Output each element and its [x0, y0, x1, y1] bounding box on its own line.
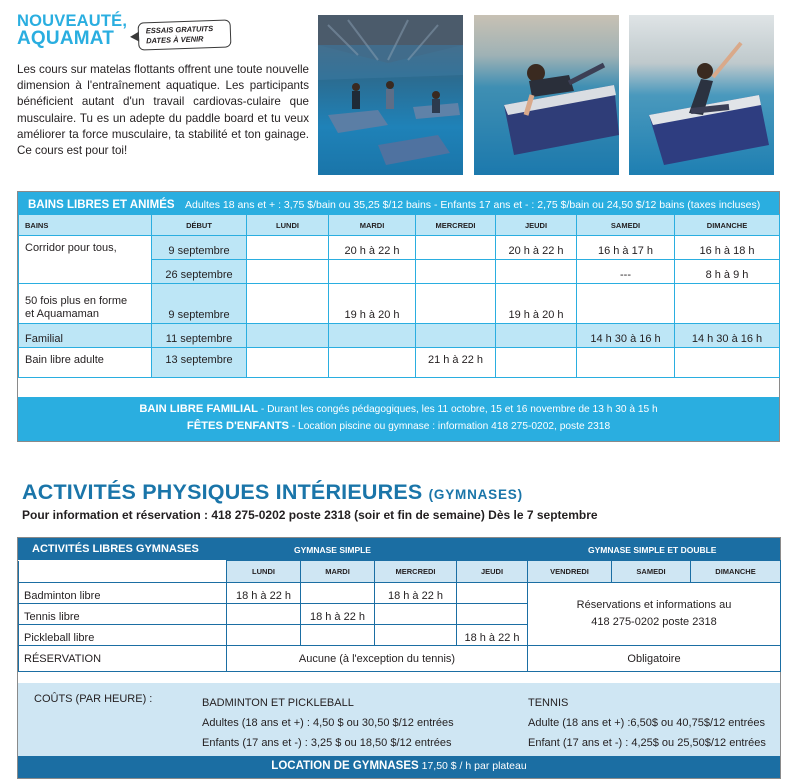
- gym-row-name: Tennis libre: [19, 604, 227, 625]
- gym-costs-tennis: [528, 693, 766, 753]
- gym-cell: [301, 583, 375, 604]
- gym-cell: [301, 625, 375, 646]
- promo-title: [17, 12, 127, 48]
- pool-cell: [329, 260, 416, 284]
- gym-title-sub: (GYMNASES): [428, 487, 523, 502]
- gym-row-name: Badminton libre: [19, 583, 227, 604]
- pool-cell: [675, 284, 780, 324]
- pool-schedule: [17, 191, 780, 442]
- gym-weekend-note: [528, 583, 781, 646]
- pool-cell: [247, 236, 329, 260]
- table-row: [19, 284, 780, 324]
- pool-table: [18, 214, 780, 378]
- gym-col-lundi: LUNDI: [227, 561, 301, 583]
- promo-badge: [138, 19, 232, 50]
- aquamat-photo-side-plank: [629, 15, 774, 175]
- gym-col-mercredi: MERCREDI: [375, 561, 457, 583]
- gym-costs-label: COÛTS (PAR HEURE) :: [34, 693, 153, 705]
- pool-footer-line2: [18, 418, 779, 435]
- pool-col-mercredi: MERCREDI: [416, 215, 496, 236]
- gym-weekend-note-line1: Réservations et informations au: [576, 599, 732, 611]
- gym-cell: [227, 604, 301, 625]
- pool-cell: [247, 324, 329, 348]
- gym-costs-tennis-child: Enfant (17 ans et -) : 4,25$ ou 25,50$/12 entrées: [528, 737, 766, 749]
- pool-col-dimanche: DIMANCHE: [675, 215, 780, 236]
- table-row: [19, 646, 781, 672]
- gym-col-samedi: SAMEDI: [612, 561, 691, 583]
- pool-cell: [247, 260, 329, 284]
- gym-table-header-row: [19, 561, 781, 583]
- pool-cell: 16 h à 17 h: [577, 236, 675, 260]
- pool-col-lundi: LUNDI: [247, 215, 329, 236]
- promo-title-line2: AQUAMAT: [17, 28, 115, 49]
- pool-cell: ---: [577, 260, 675, 284]
- gym-col-vendredi: VENDREDI: [528, 561, 612, 583]
- gym-costs-badminton-title: BADMINTON ET PICKLEBALL: [202, 697, 354, 709]
- gym-footer-text: 17,50 $ / h par plateau: [418, 760, 527, 772]
- pool-col-mardi: MARDI: [329, 215, 416, 236]
- gym-cell: [457, 604, 528, 625]
- gym-cell: 18 h à 22 h: [375, 583, 457, 604]
- table-row: [19, 348, 780, 378]
- pool-row-name-line2: et Aquamaman: [25, 308, 99, 320]
- gym-head-double: GYMNASE SIMPLE ET DOUBLE: [588, 545, 717, 555]
- promo-description: Les cours sur matelas flottants offrent une toute nouvelle dimension à l'entraînement aquatique. Les participants bénéficient autant d'un travail cardiovas-culaire que musculaire. Tu es un adepte du paddle board et tu veux améliorer ta force musculaire, ta stabilité et ton gainage. Ce cours est pour toi!: [17, 63, 309, 158]
- gym-header-blank: [19, 561, 227, 583]
- pool-cell: [247, 348, 329, 378]
- gym-costs-badminton-child: Enfants (17 ans et -) : 3,25 $ ou 18,50 $/12 entrées: [202, 737, 452, 749]
- gym-cell: [375, 604, 457, 625]
- pool-footer-line2-text: - Location piscine ou gymnase : information 418 275-0202, poste 2318: [289, 421, 611, 432]
- pool-cell: [577, 284, 675, 324]
- pool-col-bains: BAINS: [19, 215, 152, 236]
- gym-cell: 18 h à 22 h: [457, 625, 528, 646]
- pool-cell: 19 h à 20 h: [329, 284, 416, 324]
- gym-col-jeudi: JEUDI: [457, 561, 528, 583]
- gym-costs-tennis-title: TENNIS: [528, 697, 569, 709]
- pool-cell: 8 h à 9 h: [675, 260, 780, 284]
- promo-badge-line1: ESSAIS GRATUITS: [145, 23, 214, 36]
- gym-weekend-note-line2: 418 275-0202 poste 2318: [591, 616, 717, 628]
- gym-costs: [18, 683, 780, 756]
- pool-row-start: 9 septembre: [152, 284, 247, 324]
- pool-row-start: 26 septembre: [152, 260, 247, 284]
- gym-schedule: [17, 537, 781, 779]
- gym-cell: [227, 625, 301, 646]
- gym-col-mardi: MARDI: [301, 561, 375, 583]
- pool-cell: [329, 324, 416, 348]
- gym-reservation-simple: Aucune (à l'exception du tennis): [227, 646, 528, 672]
- promo-title-line1: NOUVEAUTÉ,: [17, 12, 128, 30]
- gym-reservation-double: Obligatoire: [528, 646, 781, 672]
- gym-cell: [375, 625, 457, 646]
- gym-cell: [457, 583, 528, 604]
- pool-footer-line2-title: FÊTES D'ENFANTS: [186, 420, 289, 432]
- table-row: [19, 583, 781, 604]
- gym-cell: 18 h à 22 h: [301, 604, 375, 625]
- pool-row-start: 13 septembre: [152, 348, 247, 378]
- pool-cell: [416, 324, 496, 348]
- gym-cell: 18 h à 22 h: [227, 583, 301, 604]
- pool-footer-line1-text: - Durant les congés pédagogiques, les 11 octobre, 15 et 16 novembre de 13 h 30 à 15 h: [258, 404, 658, 415]
- gym-costs-tennis-adult: Adulte (18 ans et +) :6,50$ ou 40,75$/12 entrées: [528, 717, 765, 729]
- pool-cell: [247, 284, 329, 324]
- gym-reservation-label: RÉSERVATION: [19, 646, 227, 672]
- pool-header: [18, 192, 779, 214]
- pool-cell: [496, 260, 577, 284]
- aquamat-photo-group: [318, 15, 463, 175]
- pool-cell: [496, 324, 577, 348]
- pool-row-name: Bain libre adulte: [19, 348, 152, 378]
- pool-col-debut: DÉBUT: [152, 215, 247, 236]
- pool-row-name: Corridor pour tous,: [19, 236, 152, 284]
- table-row: [19, 236, 780, 260]
- pool-row-name: [19, 284, 152, 324]
- gym-info: Pour information et réservation : 418 275-0202 poste 2318 (soir et fin de semaine) Dès le 7 septembre: [22, 508, 598, 522]
- pool-header-prices: Adultes 18 ans et + : 3,75 $/bain ou 35,25 $/12 bains - Enfants 17 ans et - : 2,75 $/bain ou 24,50 $/12 bains (taxes incluses): [184, 199, 761, 211]
- gym-col-dimanche: DIMANCHE: [691, 561, 781, 583]
- pool-row-name-line1: 50 fois plus en forme: [25, 295, 128, 307]
- pool-cell: 20 h à 22 h: [329, 236, 416, 260]
- pool-cell: 21 h à 22 h: [416, 348, 496, 378]
- gym-title-main: ACTIVITÉS PHYSIQUES INTÉRIEURES: [22, 480, 423, 504]
- pool-cell: [416, 260, 496, 284]
- pool-row-start: 11 septembre: [152, 324, 247, 348]
- pool-cell: [329, 348, 416, 378]
- pool-cell: [675, 348, 780, 378]
- pool-footer-line1-title: BAIN LIBRE FAMILIAL: [139, 403, 259, 415]
- pool-cell: [416, 236, 496, 260]
- gym-section-title: [22, 480, 523, 505]
- gym-costs-badminton-adult: Adultes (18 ans et +) : 4,50 $ ou 30,50 $/12 entrées: [202, 717, 454, 729]
- pool-cell: 20 h à 22 h: [496, 236, 577, 260]
- gym-costs-badminton: [202, 693, 454, 753]
- pool-cell: [416, 284, 496, 324]
- gym-head: [18, 538, 780, 560]
- pool-col-samedi: SAMEDI: [577, 215, 675, 236]
- pool-header-title: BAINS LIBRES ET ANIMÉS: [28, 199, 175, 211]
- pool-table-header-row: [19, 215, 780, 236]
- pool-footer-line1: [18, 401, 779, 418]
- pool-row-start: 9 septembre: [152, 236, 247, 260]
- pool-cell: 16 h à 18 h: [675, 236, 780, 260]
- pool-col-jeudi: JEUDI: [496, 215, 577, 236]
- pool-cell: 19 h à 20 h: [496, 284, 577, 324]
- gym-head-simple: GYMNASE SIMPLE: [294, 545, 371, 555]
- pool-footer: [18, 397, 779, 441]
- pool-cell: [496, 348, 577, 378]
- aquamat-photo-plank: [474, 15, 619, 175]
- gym-footer: [18, 756, 780, 778]
- pool-cell: [577, 348, 675, 378]
- table-row: [19, 324, 780, 348]
- gym-head-activities: ACTIVITÉS LIBRES GYMNASES: [32, 543, 199, 555]
- promo-badge-line2: DATES À VENIR: [146, 34, 204, 46]
- pool-cell: 14 h 30 à 16 h: [577, 324, 675, 348]
- pool-row-name: Familial: [19, 324, 152, 348]
- pool-cell: 14 h 30 à 16 h: [675, 324, 780, 348]
- gym-footer-title: LOCATION DE GYMNASES: [271, 760, 419, 772]
- gym-table: [18, 560, 781, 672]
- gym-row-name: Pickleball libre: [19, 625, 227, 646]
